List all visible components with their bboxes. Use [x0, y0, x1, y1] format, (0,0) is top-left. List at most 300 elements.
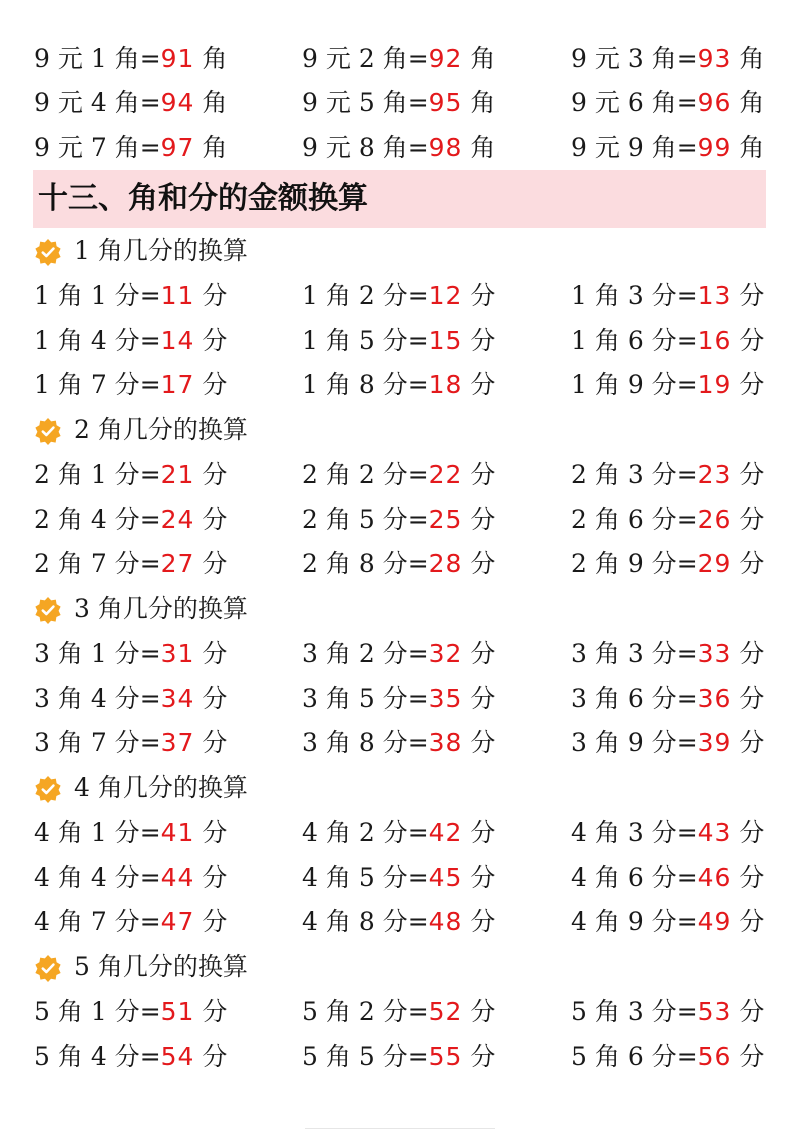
conversion-item	[34, 319, 227, 363]
conversion-item	[302, 632, 495, 676]
answer-value: 22	[428, 460, 463, 489]
answer-unit: 分	[194, 504, 228, 534]
conversion-item	[302, 677, 495, 721]
answer-unit: 分	[194, 639, 228, 668]
unit-minor: 分	[382, 460, 408, 489]
unit-major: 角	[594, 504, 628, 534]
subsection-title: 3 角几分的换算	[74, 594, 248, 623]
subsection-title: 5 角几分的换算	[74, 952, 248, 981]
conversion-item	[571, 856, 764, 900]
footer-divider	[305, 1128, 495, 1129]
amount-minor: 5	[358, 683, 383, 713]
conversion-item	[302, 126, 495, 170]
equals-sign: =	[139, 683, 161, 713]
amount-major: 3	[34, 683, 58, 713]
unit-minor: 分	[382, 997, 408, 1026]
unit-minor: 角	[382, 133, 408, 162]
equals-sign: =	[407, 907, 429, 936]
amount-minor: 7	[90, 133, 115, 162]
answer-unit: 分	[194, 818, 228, 847]
unit-minor: 分	[651, 728, 677, 757]
unit-major: 角	[325, 683, 359, 713]
amount-minor: 1	[90, 997, 115, 1026]
answer-unit: 分	[731, 997, 765, 1026]
amount-major: 4	[34, 862, 58, 892]
unit-minor: 分	[114, 549, 140, 578]
unit-minor: 角	[114, 133, 140, 162]
conversion-item	[571, 900, 764, 944]
equals-sign: =	[407, 281, 429, 310]
amount-minor: 1	[90, 460, 115, 489]
unit-major: 角	[325, 818, 359, 847]
answer-value: 39	[697, 728, 732, 757]
amount-minor: 6	[627, 1041, 652, 1071]
answer-value: 51	[160, 997, 195, 1026]
answer-unit: 分	[731, 281, 765, 310]
answer-unit: 分	[462, 460, 496, 489]
unit-minor: 分	[114, 818, 140, 847]
amount-minor: 5	[358, 862, 383, 892]
conversion-item	[571, 126, 764, 170]
equals-sign: =	[676, 818, 698, 847]
unit-minor: 分	[651, 1041, 677, 1071]
unit-major: 角	[325, 549, 359, 578]
unit-major: 角	[57, 862, 91, 892]
equals-sign: =	[139, 281, 161, 310]
answer-unit: 分	[194, 281, 228, 310]
answer-unit: 分	[462, 549, 496, 578]
unit-minor: 角	[382, 88, 408, 117]
amount-minor: 4	[90, 862, 115, 892]
conversion-item	[302, 274, 495, 318]
conversion-item	[302, 498, 495, 542]
conversion-item	[571, 542, 764, 586]
unit-minor: 分	[114, 281, 140, 310]
answer-unit: 分	[731, 460, 765, 489]
equals-sign: =	[676, 862, 698, 892]
unit-minor: 分	[651, 862, 677, 892]
equals-sign: =	[407, 370, 429, 399]
unit-major: 角	[57, 549, 91, 578]
amount-minor: 9	[627, 728, 652, 757]
answer-unit: 角	[194, 88, 228, 117]
unit-major: 元	[325, 88, 359, 117]
unit-major: 角	[594, 1041, 628, 1071]
conversion-item	[302, 363, 495, 407]
answer-value: 53	[697, 997, 732, 1026]
unit-major: 元	[57, 44, 91, 73]
amount-major: 4	[34, 907, 58, 936]
conversion-row	[0, 126, 800, 170]
amount-minor: 3	[627, 460, 652, 489]
unit-minor: 角	[651, 133, 677, 162]
equals-sign: =	[676, 370, 698, 399]
conversion-row	[0, 542, 800, 586]
answer-value: 45	[428, 862, 463, 892]
amount-minor: 9	[627, 370, 652, 399]
amount-major: 9	[302, 133, 326, 162]
conversion-row	[0, 37, 800, 81]
equals-sign: =	[139, 325, 161, 355]
answer-value: 28	[428, 549, 463, 578]
amount-minor: 6	[627, 862, 652, 892]
amount-minor: 3	[627, 639, 652, 668]
answer-value: 29	[697, 549, 732, 578]
check-badge-icon	[34, 594, 62, 622]
amount-minor: 5	[358, 504, 383, 534]
amount-minor: 4	[90, 504, 115, 534]
amount-major: 5	[571, 1041, 595, 1071]
amount-minor: 7	[90, 907, 115, 936]
answer-unit: 分	[194, 907, 228, 936]
check-badge-icon	[34, 415, 62, 443]
amount-major: 9	[571, 88, 595, 117]
answer-unit: 角	[731, 44, 765, 73]
equals-sign: =	[676, 997, 698, 1026]
amount-major: 1	[34, 281, 58, 310]
equals-sign: =	[676, 1041, 698, 1071]
conversion-item	[571, 721, 764, 765]
amount-minor: 4	[90, 325, 115, 355]
amount-minor: 1	[90, 281, 115, 310]
amount-major: 4	[571, 907, 595, 936]
amount-major: 3	[302, 639, 326, 668]
unit-major: 角	[57, 907, 91, 936]
unit-minor: 分	[651, 549, 677, 578]
answer-value: 33	[697, 639, 732, 668]
unit-major: 角	[57, 997, 91, 1026]
amount-minor: 8	[358, 549, 383, 578]
amount-major: 9	[571, 133, 595, 162]
check-badge-icon	[34, 236, 62, 264]
amount-major: 5	[34, 997, 58, 1026]
conversion-row	[0, 856, 800, 900]
conversion-row	[0, 721, 800, 765]
unit-major: 角	[57, 683, 91, 713]
unit-minor: 分	[382, 818, 408, 847]
conversion-item	[571, 363, 764, 407]
equals-sign: =	[676, 325, 698, 355]
unit-minor: 分	[651, 997, 677, 1026]
conversion-item	[34, 677, 227, 721]
amount-major: 2	[34, 504, 58, 534]
answer-value: 26	[697, 504, 732, 534]
answer-value: 15	[428, 325, 463, 355]
unit-minor: 分	[651, 370, 677, 399]
unit-major: 元	[594, 88, 628, 117]
conversion-item	[34, 126, 227, 170]
unit-minor: 分	[382, 683, 408, 713]
amount-major: 5	[571, 997, 595, 1026]
conversion-row	[0, 363, 800, 407]
amount-major: 1	[302, 281, 326, 310]
answer-unit: 分	[462, 818, 496, 847]
answer-unit: 角	[194, 133, 228, 162]
answer-value: 93	[697, 44, 732, 73]
conversion-item	[302, 990, 495, 1034]
unit-minor: 分	[114, 907, 140, 936]
unit-minor: 角	[651, 88, 677, 117]
conversion-item	[34, 37, 227, 81]
conversion-row	[0, 900, 800, 944]
answer-value: 92	[428, 44, 463, 73]
answer-unit: 分	[194, 997, 228, 1026]
answer-value: 54	[160, 1041, 195, 1071]
equals-sign: =	[407, 639, 429, 668]
answer-value: 97	[160, 133, 195, 162]
unit-minor: 分	[651, 639, 677, 668]
unit-major: 角	[325, 281, 359, 310]
amount-major: 5	[302, 1041, 326, 1071]
unit-major: 角	[594, 862, 628, 892]
answer-unit: 分	[731, 818, 765, 847]
answer-value: 23	[697, 460, 732, 489]
equals-sign: =	[139, 460, 161, 489]
conversion-item	[302, 81, 495, 125]
equals-sign: =	[407, 818, 429, 847]
unit-minor: 分	[382, 728, 408, 757]
equals-sign: =	[139, 818, 161, 847]
answer-unit: 分	[194, 460, 228, 489]
amount-minor: 6	[627, 683, 652, 713]
equals-sign: =	[139, 997, 161, 1026]
subsection-heading	[34, 945, 248, 989]
unit-major: 角	[325, 504, 359, 534]
equals-sign: =	[407, 133, 429, 162]
amount-major: 1	[571, 325, 595, 355]
unit-minor: 分	[114, 460, 140, 489]
answer-unit: 角	[731, 88, 765, 117]
amount-major: 5	[34, 1041, 58, 1071]
amount-minor: 7	[90, 549, 115, 578]
answer-unit: 分	[194, 728, 228, 757]
equals-sign: =	[676, 281, 698, 310]
answer-unit: 分	[462, 1041, 496, 1071]
equals-sign: =	[407, 728, 429, 757]
amount-minor: 7	[90, 370, 115, 399]
unit-major: 角	[57, 818, 91, 847]
amount-major: 3	[302, 683, 326, 713]
answer-unit: 分	[462, 683, 496, 713]
unit-major: 角	[325, 997, 359, 1026]
conversion-item	[302, 37, 495, 81]
unit-minor: 角	[651, 44, 677, 73]
amount-major: 4	[302, 862, 326, 892]
amount-major: 9	[34, 133, 58, 162]
conversion-item	[34, 811, 227, 855]
answer-unit: 分	[462, 325, 496, 355]
conversion-row	[0, 274, 800, 318]
amount-minor: 8	[358, 728, 383, 757]
answer-unit: 分	[731, 1041, 765, 1071]
unit-minor: 分	[114, 325, 140, 355]
amount-minor: 2	[358, 997, 383, 1026]
amount-minor: 5	[358, 1041, 383, 1071]
answer-value: 98	[428, 133, 463, 162]
unit-minor: 分	[382, 1041, 408, 1071]
amount-minor: 7	[90, 728, 115, 757]
conversion-row	[0, 990, 800, 1034]
equals-sign: =	[676, 683, 698, 713]
conversion-row	[0, 319, 800, 363]
unit-major: 角	[594, 818, 628, 847]
unit-minor: 角	[114, 88, 140, 117]
conversion-item	[571, 498, 764, 542]
amount-major: 1	[34, 325, 58, 355]
equals-sign: =	[407, 683, 429, 713]
amount-major: 9	[571, 44, 595, 73]
unit-minor: 分	[651, 281, 677, 310]
unit-minor: 分	[651, 504, 677, 534]
answer-value: 46	[697, 862, 732, 892]
answer-value: 44	[160, 862, 195, 892]
conversion-item	[34, 363, 227, 407]
unit-major: 角	[325, 1041, 359, 1071]
conversion-item	[34, 856, 227, 900]
subsection-heading	[34, 766, 248, 810]
unit-major: 元	[325, 133, 359, 162]
unit-major: 角	[594, 997, 628, 1026]
amount-minor: 9	[627, 549, 652, 578]
conversion-item	[302, 542, 495, 586]
amount-minor: 5	[358, 88, 383, 117]
answer-value: 32	[428, 639, 463, 668]
unit-minor: 分	[382, 281, 408, 310]
answer-value: 12	[428, 281, 463, 310]
conversion-item	[571, 1035, 764, 1079]
amount-minor: 9	[627, 907, 652, 936]
conversion-item	[302, 1035, 495, 1079]
amount-minor: 9	[627, 133, 652, 162]
conversion-item	[34, 498, 227, 542]
amount-minor: 1	[90, 44, 115, 73]
equals-sign: =	[407, 44, 429, 73]
unit-minor: 分	[382, 370, 408, 399]
unit-major: 角	[57, 325, 91, 355]
answer-value: 43	[697, 818, 732, 847]
equals-sign: =	[676, 639, 698, 668]
answer-value: 49	[697, 907, 732, 936]
unit-major: 角	[325, 728, 359, 757]
unit-minor: 分	[382, 504, 408, 534]
conversion-row	[0, 81, 800, 125]
subsection-heading	[34, 229, 248, 273]
unit-minor: 分	[382, 325, 408, 355]
unit-minor: 分	[651, 460, 677, 489]
answer-unit: 分	[462, 907, 496, 936]
amount-minor: 4	[90, 88, 115, 117]
conversion-item	[571, 81, 764, 125]
equals-sign: =	[139, 549, 161, 578]
amount-major: 2	[34, 460, 58, 489]
conversion-row	[0, 1035, 800, 1079]
answer-unit: 分	[731, 683, 765, 713]
answer-unit: 角	[462, 44, 496, 73]
conversion-item	[571, 37, 764, 81]
conversion-item	[571, 811, 764, 855]
amount-major: 2	[302, 549, 326, 578]
conversion-item	[34, 721, 227, 765]
conversion-item	[302, 900, 495, 944]
conversion-item	[302, 856, 495, 900]
equals-sign: =	[407, 997, 429, 1026]
answer-unit: 分	[731, 504, 765, 534]
answer-value: 34	[160, 683, 195, 713]
conversion-item	[302, 319, 495, 363]
check-badge-icon	[34, 773, 62, 801]
equals-sign: =	[139, 639, 161, 668]
answer-value: 48	[428, 907, 463, 936]
amount-major: 3	[571, 683, 595, 713]
unit-major: 角	[325, 370, 359, 399]
equals-sign: =	[407, 504, 429, 534]
amount-major: 2	[571, 460, 595, 489]
equals-sign: =	[407, 460, 429, 489]
amount-major: 9	[34, 88, 58, 117]
answer-value: 94	[160, 88, 195, 117]
equals-sign: =	[676, 549, 698, 578]
amount-minor: 8	[358, 133, 383, 162]
amount-minor: 3	[627, 997, 652, 1026]
amount-minor: 1	[90, 818, 115, 847]
unit-major: 角	[594, 683, 628, 713]
amount-minor: 2	[358, 44, 383, 73]
answer-unit: 分	[731, 370, 765, 399]
equals-sign: =	[139, 370, 161, 399]
answer-value: 25	[428, 504, 463, 534]
equals-sign: =	[139, 862, 161, 892]
amount-major: 2	[302, 504, 326, 534]
answer-value: 42	[428, 818, 463, 847]
unit-minor: 分	[651, 325, 677, 355]
answer-value: 27	[160, 549, 195, 578]
unit-minor: 分	[114, 639, 140, 668]
unit-major: 角	[57, 504, 91, 534]
answer-unit: 分	[194, 325, 228, 355]
answer-unit: 角	[731, 133, 765, 162]
unit-minor: 分	[651, 683, 677, 713]
answer-value: 21	[160, 460, 195, 489]
conversion-item	[34, 1035, 227, 1079]
answer-value: 38	[428, 728, 463, 757]
conversion-item	[571, 990, 764, 1034]
conversion-row	[0, 498, 800, 542]
equals-sign: =	[676, 133, 698, 162]
unit-major: 角	[594, 370, 628, 399]
equals-sign: =	[407, 325, 429, 355]
conversion-row	[0, 677, 800, 721]
answer-unit: 分	[194, 549, 228, 578]
amount-minor: 3	[627, 818, 652, 847]
equals-sign: =	[407, 862, 429, 892]
answer-value: 55	[428, 1041, 463, 1071]
unit-major: 角	[325, 639, 359, 668]
answer-value: 31	[160, 639, 195, 668]
unit-major: 元	[594, 44, 628, 73]
answer-unit: 分	[462, 862, 496, 892]
answer-value: 13	[697, 281, 732, 310]
amount-major: 4	[302, 818, 326, 847]
conversion-item	[302, 811, 495, 855]
amount-major: 3	[571, 639, 595, 668]
amount-major: 4	[302, 907, 326, 936]
subsection-title: 2 角几分的换算	[74, 415, 248, 444]
amount-major: 2	[571, 549, 595, 578]
answer-unit: 分	[462, 728, 496, 757]
conversion-item	[302, 453, 495, 497]
unit-minor: 分	[114, 683, 140, 713]
unit-major: 元	[325, 44, 359, 73]
